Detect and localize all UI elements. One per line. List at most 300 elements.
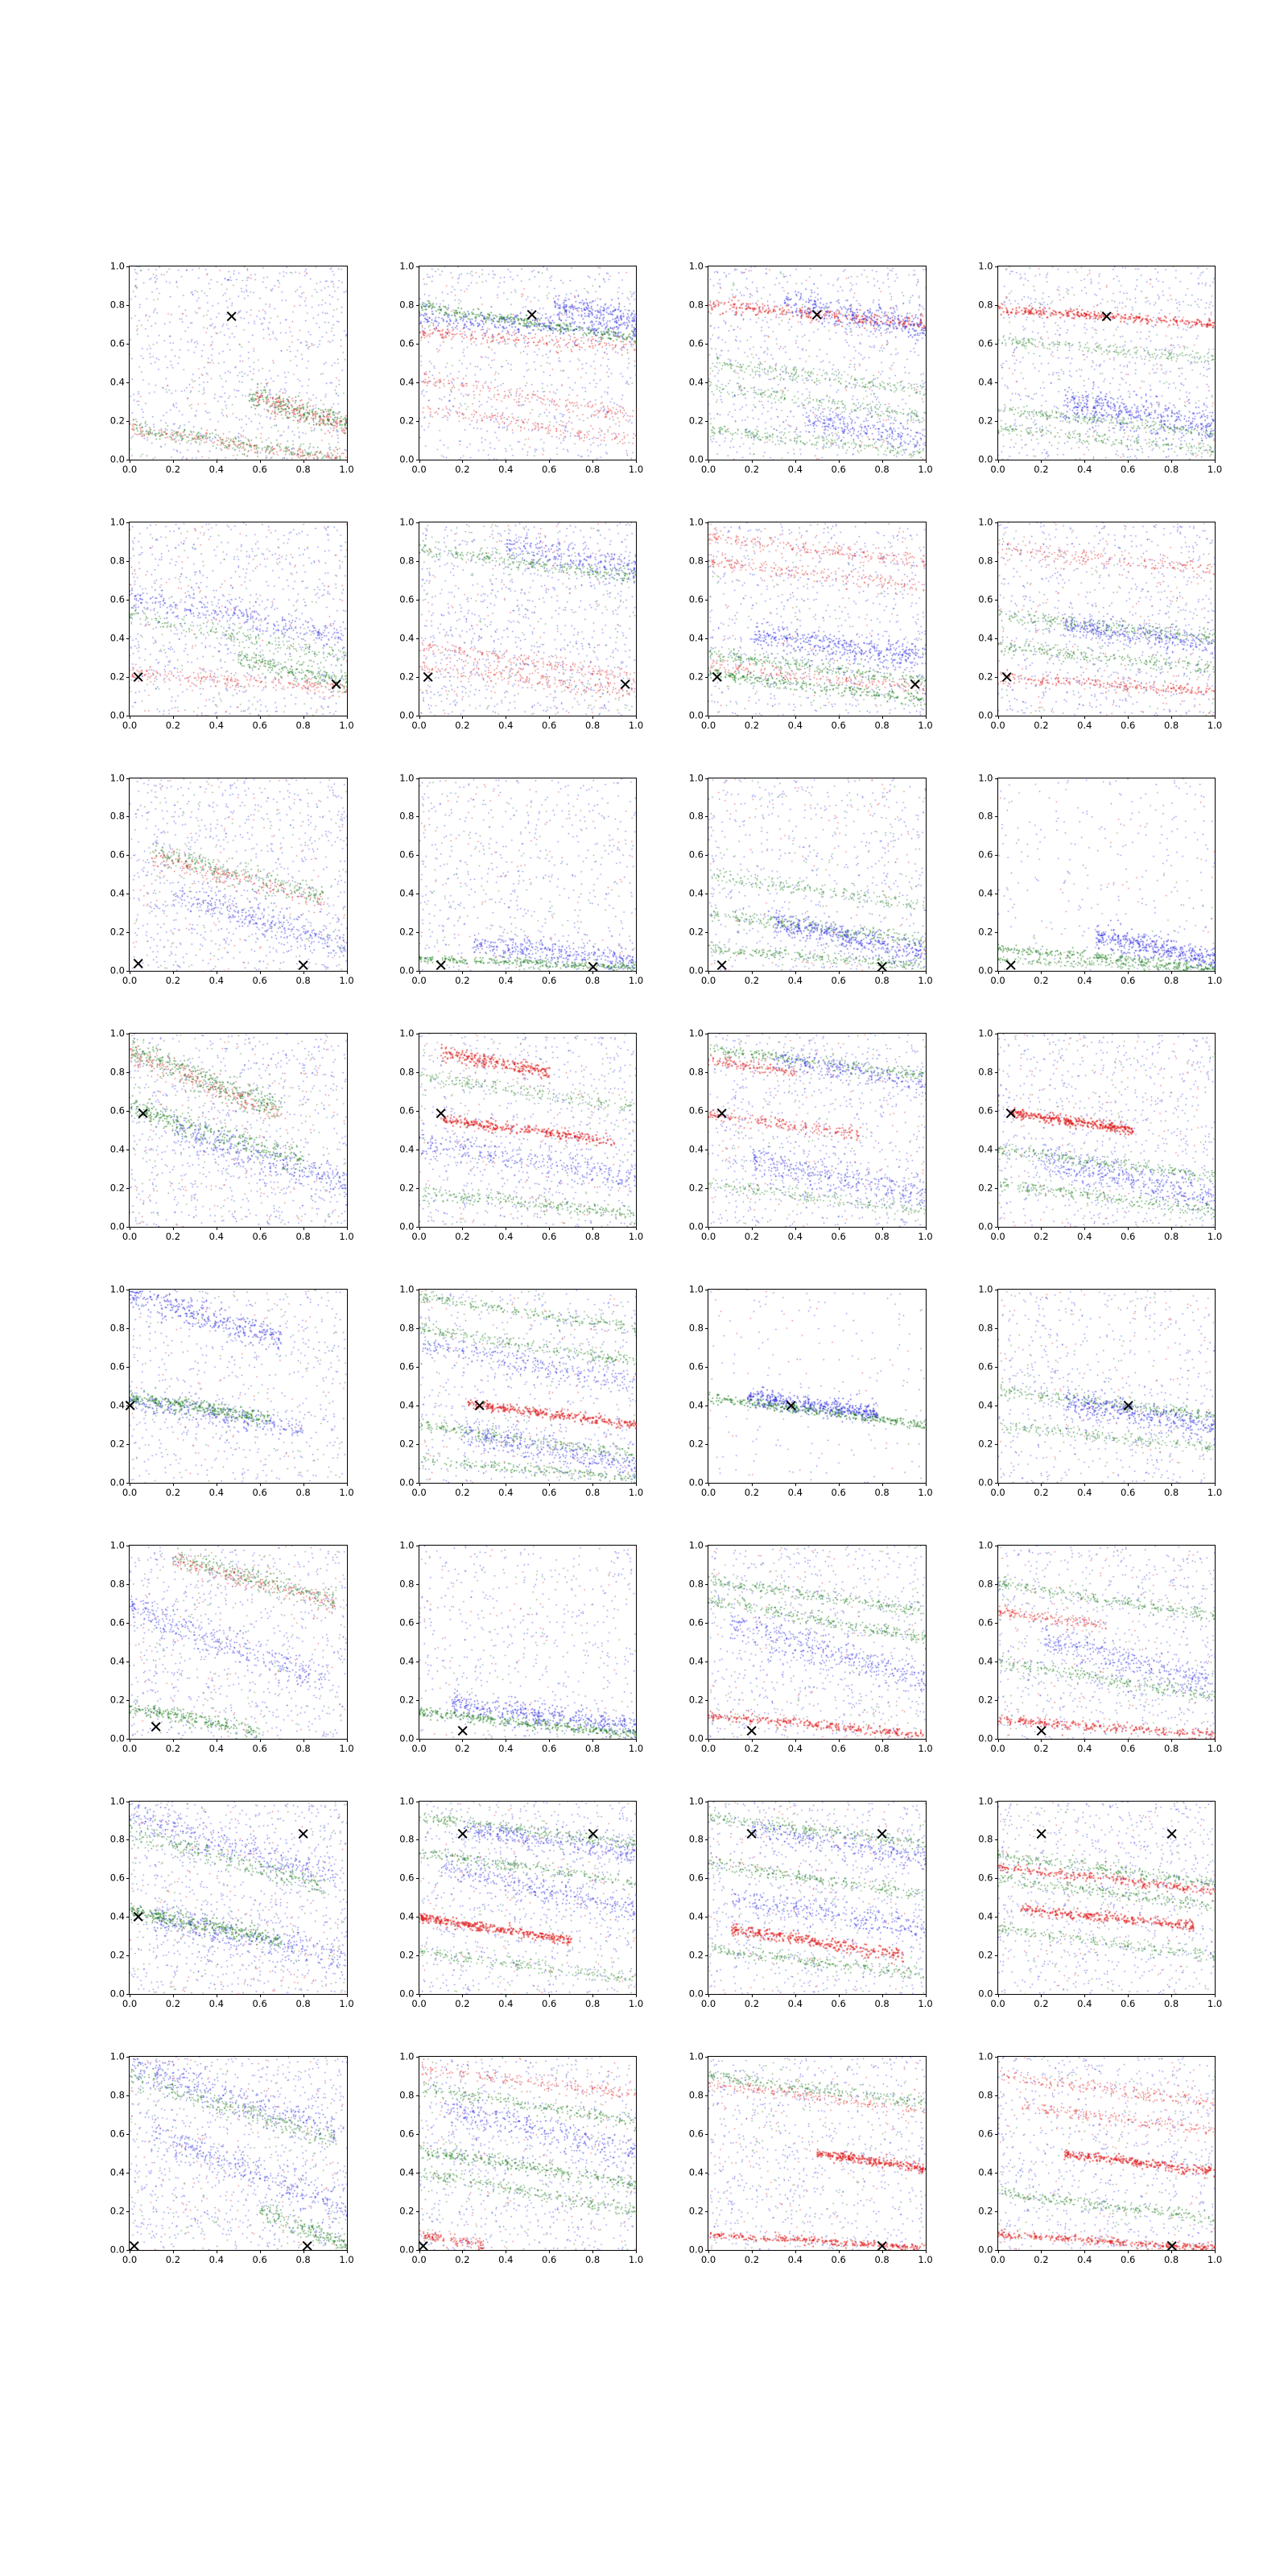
x-tick-label: 0.8 <box>584 1231 601 1242</box>
x-tick-mark <box>636 460 637 463</box>
x-tick-mark <box>592 716 593 719</box>
subplot-r2-c0 <box>97 771 354 1000</box>
x-tick-label: 0.4 <box>498 975 514 987</box>
subplot-r0-c2 <box>675 260 933 488</box>
x-tick-mark <box>592 1994 593 1997</box>
x-tick-mark <box>926 2250 927 2253</box>
y-tick-label: 0.6 <box>688 1360 704 1373</box>
y-tick-mark <box>995 638 998 639</box>
y-tick-mark <box>705 1623 708 1624</box>
x-tick-label: 0.6 <box>542 719 557 731</box>
x-tick-label: 0.0 <box>122 463 138 475</box>
x-tick-label: 0.6 <box>252 1486 267 1498</box>
y-tick-label: 0.4 <box>109 1910 125 1922</box>
x-tick-mark <box>1084 1227 1085 1230</box>
y-tick-label: 0.2 <box>399 415 415 427</box>
y-tick-mark <box>705 1188 708 1189</box>
x-tick-label: 0.4 <box>498 2254 514 2265</box>
x-tick-label: 0.2 <box>455 1486 470 1498</box>
y-tick-mark <box>416 677 419 678</box>
x-tick-mark <box>347 1739 348 1742</box>
x-tick-label: 0.6 <box>1121 1486 1136 1498</box>
scatter-canvas <box>998 2057 1216 2250</box>
x-tick-mark <box>752 716 753 719</box>
x-tick-mark <box>882 1483 883 1486</box>
scatter-canvas <box>130 1546 347 1739</box>
y-tick-mark <box>995 2134 998 2135</box>
y-tick-label: 0.0 <box>978 1732 993 1744</box>
x-tick-label: 1.0 <box>918 1231 933 1242</box>
x-tick-label: 0.6 <box>831 2254 846 2265</box>
x-tick-label: 0.6 <box>542 1998 557 2010</box>
x-tick-mark <box>708 1994 709 1997</box>
subplot-r1-c2 <box>675 516 933 744</box>
y-tick-mark <box>995 1878 998 1879</box>
y-tick-mark <box>705 2211 708 2212</box>
y-tick-label: 0.2 <box>399 670 415 682</box>
x-tick-label: 0.4 <box>787 1231 803 1242</box>
x-tick-mark <box>1128 1994 1129 1997</box>
scatter-canvas <box>130 1802 347 1995</box>
scatter-canvas <box>130 1034 347 1227</box>
x-tick-label: 0.0 <box>990 1231 1005 1242</box>
x-tick-mark <box>926 1739 927 1742</box>
x-tick-label: 0.0 <box>990 463 1005 475</box>
x-tick-mark <box>303 1994 304 1997</box>
y-tick-label: 0.6 <box>978 337 993 349</box>
x-tick-label: 1.0 <box>628 1998 644 2010</box>
x-tick-mark <box>549 1994 550 1997</box>
y-tick-mark <box>126 1878 130 1879</box>
y-tick-mark <box>705 1955 708 1956</box>
x-tick-label: 0.4 <box>208 2254 224 2265</box>
y-tick-mark <box>126 1839 130 1840</box>
x-tick-label: 0.0 <box>411 1231 427 1242</box>
y-tick-label: 0.8 <box>688 1322 704 1334</box>
y-tick-mark <box>126 1328 130 1329</box>
y-tick-label: 0.2 <box>109 1182 125 1194</box>
y-tick-label: 0.4 <box>109 631 125 643</box>
y-tick-mark <box>126 522 130 523</box>
y-tick-mark <box>995 561 998 562</box>
y-tick-label: 0.4 <box>109 887 125 899</box>
y-tick-mark <box>995 600 998 601</box>
x-tick-label: 1.0 <box>339 1742 354 1754</box>
y-tick-label: 0.2 <box>978 1182 993 1194</box>
x-tick-mark <box>998 2250 999 2253</box>
x-tick-mark <box>260 460 261 463</box>
x-tick-mark <box>839 971 840 974</box>
x-tick-mark <box>303 1483 304 1486</box>
y-tick-mark <box>416 1328 419 1329</box>
x-tick-mark <box>1215 1994 1216 1997</box>
x-tick-label: 0.8 <box>295 463 311 475</box>
x-tick-mark <box>839 460 840 463</box>
y-tick-mark <box>995 1955 998 1956</box>
x-tick-label: 0.6 <box>542 975 557 987</box>
y-tick-mark <box>126 2095 130 2096</box>
y-tick-label: 0.6 <box>688 1104 704 1117</box>
y-tick-mark <box>416 1072 419 1073</box>
x-tick-mark <box>419 1483 420 1486</box>
x-tick-label: 1.0 <box>628 1742 644 1754</box>
x-tick-mark <box>1041 2250 1042 2253</box>
y-tick-mark <box>995 2057 998 2058</box>
y-tick-label: 0.4 <box>109 376 125 388</box>
x-tick-label: 0.4 <box>1077 975 1092 987</box>
x-tick-mark <box>462 1227 463 1230</box>
x-tick-label: 0.4 <box>208 1742 224 1754</box>
x-tick-mark <box>1128 716 1129 719</box>
y-tick-label: 0.2 <box>978 670 993 682</box>
y-tick-label: 1.0 <box>978 1283 993 1295</box>
y-tick-label: 1.0 <box>399 1027 415 1039</box>
x-tick-mark <box>882 2250 883 2253</box>
x-tick-mark <box>592 971 593 974</box>
y-tick-label: 1.0 <box>978 516 993 527</box>
x-tick-mark <box>708 716 709 719</box>
x-tick-mark <box>303 2250 304 2253</box>
scatter-canvas <box>419 1546 637 1739</box>
x-tick-label: 0.2 <box>744 719 760 731</box>
subplot-r5-c0 <box>97 1539 354 1767</box>
x-tick-label: 0.2 <box>455 975 470 987</box>
x-tick-label: 1.0 <box>918 975 933 987</box>
y-tick-label: 1.0 <box>109 2050 125 2062</box>
y-tick-label: 0.6 <box>109 1616 125 1628</box>
y-tick-mark <box>126 305 130 306</box>
x-tick-label: 0.2 <box>1034 1998 1049 2010</box>
y-tick-label: 0.2 <box>978 2205 993 2217</box>
x-tick-label: 0.0 <box>411 975 427 987</box>
y-tick-mark <box>995 932 998 933</box>
x-tick-label: 0.6 <box>252 975 267 987</box>
subplot-r0-c1 <box>386 260 644 488</box>
x-tick-mark <box>173 716 174 719</box>
y-tick-mark <box>995 1584 998 1585</box>
y-tick-mark <box>126 677 130 678</box>
y-tick-mark <box>126 816 130 817</box>
y-tick-mark <box>705 1444 708 1445</box>
x-tick-label: 0.6 <box>831 1486 846 1498</box>
y-tick-label: 0.8 <box>109 299 125 311</box>
x-tick-mark <box>998 460 999 463</box>
y-tick-label: 1.0 <box>399 1794 415 1806</box>
x-tick-label: 1.0 <box>339 975 354 987</box>
x-tick-mark <box>173 1483 174 1486</box>
x-tick-label: 0.0 <box>990 2254 1005 2265</box>
y-tick-label: 0.2 <box>109 926 125 938</box>
y-tick-label: 0.8 <box>109 2089 125 2101</box>
scatter-canvas <box>708 778 926 972</box>
x-tick-label: 1.0 <box>628 1231 644 1242</box>
y-tick-label: 0.2 <box>688 1438 704 1450</box>
subplot-r7-c0 <box>97 2050 354 2278</box>
x-tick-label: 0.0 <box>411 719 427 731</box>
x-tick-label: 0.6 <box>1121 1998 1136 2010</box>
x-tick-mark <box>1215 1739 1216 1742</box>
y-tick-mark <box>126 600 130 601</box>
y-tick-label: 0.8 <box>978 2089 993 2101</box>
x-tick-label: 0.4 <box>1077 1231 1092 1242</box>
y-tick-label: 0.0 <box>109 453 125 464</box>
y-tick-mark <box>126 2173 130 2174</box>
x-tick-label: 0.6 <box>1121 975 1136 987</box>
y-tick-label: 0.4 <box>978 1910 993 1922</box>
y-tick-mark <box>705 1328 708 1329</box>
x-tick-label: 0.4 <box>498 463 514 475</box>
x-tick-label: 1.0 <box>628 719 644 731</box>
x-tick-label: 1.0 <box>1207 1742 1223 1754</box>
y-tick-label: 1.0 <box>109 1027 125 1039</box>
plot-area <box>688 771 933 987</box>
y-tick-label: 0.2 <box>109 415 125 427</box>
y-tick-mark <box>416 638 419 639</box>
y-tick-label: 1.0 <box>688 1283 704 1295</box>
x-tick-mark <box>708 2250 709 2253</box>
y-tick-mark <box>995 1367 998 1368</box>
x-tick-label: 0.6 <box>831 719 846 731</box>
y-tick-label: 0.4 <box>978 1654 993 1666</box>
x-tick-label: 0.0 <box>990 975 1005 987</box>
scatter-canvas <box>998 1802 1216 1995</box>
x-tick-label: 0.8 <box>1163 1231 1179 1242</box>
y-tick-label: 0.6 <box>399 1616 415 1628</box>
scatter-canvas <box>708 1034 926 1227</box>
x-tick-mark <box>926 1483 927 1486</box>
x-tick-label: 0.4 <box>498 1231 514 1242</box>
x-tick-label: 0.8 <box>874 1486 890 1498</box>
x-tick-mark <box>1041 1227 1042 1230</box>
scatter-canvas <box>130 522 347 716</box>
x-tick-label: 0.4 <box>208 1486 224 1498</box>
x-tick-mark <box>260 1227 261 1230</box>
y-tick-label: 0.6 <box>978 848 993 861</box>
subplot-r1-c3 <box>965 516 1223 744</box>
x-tick-label: 1.0 <box>918 1998 933 2010</box>
x-tick-mark <box>998 1739 999 1742</box>
x-tick-label: 0.6 <box>252 1998 267 2010</box>
x-tick-mark <box>592 1739 593 1742</box>
x-tick-label: 1.0 <box>918 719 933 731</box>
x-tick-mark <box>303 716 304 719</box>
x-tick-mark <box>1128 460 1129 463</box>
x-tick-mark <box>882 1994 883 1997</box>
x-tick-mark <box>636 716 637 719</box>
y-tick-label: 0.8 <box>688 299 704 311</box>
plot-area <box>978 260 1223 475</box>
x-tick-label: 0.4 <box>208 719 224 731</box>
x-tick-mark <box>1128 971 1129 974</box>
y-tick-label: 0.6 <box>399 1872 415 1884</box>
x-tick-label: 0.6 <box>542 1231 557 1242</box>
y-tick-mark <box>416 305 419 306</box>
y-tick-label: 1.0 <box>688 2050 704 2062</box>
x-tick-mark <box>549 716 550 719</box>
y-tick-label: 1.0 <box>978 260 993 272</box>
y-tick-label: 0.4 <box>978 376 993 388</box>
y-tick-mark <box>995 1111 998 1112</box>
x-tick-mark <box>173 1994 174 1997</box>
y-tick-label: 0.8 <box>688 1577 704 1589</box>
x-tick-mark <box>592 460 593 463</box>
x-tick-label: 0.6 <box>542 463 557 475</box>
x-tick-label: 0.4 <box>1077 1998 1092 2010</box>
x-tick-label: 0.8 <box>295 1231 311 1242</box>
x-tick-mark <box>1171 1483 1172 1486</box>
y-tick-label: 0.4 <box>109 1143 125 1155</box>
y-tick-label: 0.8 <box>978 1833 993 1845</box>
y-tick-label: 0.0 <box>688 1988 704 2000</box>
x-tick-label: 0.6 <box>252 1231 267 1242</box>
x-tick-mark <box>260 716 261 719</box>
x-tick-mark <box>636 1227 637 1230</box>
x-tick-label: 1.0 <box>339 719 354 731</box>
x-tick-label: 0.6 <box>1121 719 1136 731</box>
y-tick-label: 0.8 <box>688 554 704 566</box>
x-tick-mark <box>1128 1227 1129 1230</box>
y-tick-label: 0.4 <box>399 1654 415 1666</box>
x-tick-label: 0.6 <box>252 463 267 475</box>
x-tick-mark <box>1171 1739 1172 1742</box>
y-tick-label: 0.2 <box>399 1693 415 1705</box>
y-tick-mark <box>705 2173 708 2174</box>
y-tick-label: 0.6 <box>978 1616 993 1628</box>
x-tick-mark <box>462 716 463 719</box>
y-tick-mark <box>705 932 708 933</box>
x-tick-label: 0.4 <box>498 1742 514 1754</box>
x-tick-label: 0.0 <box>122 719 138 731</box>
y-tick-label: 0.8 <box>399 1833 415 1845</box>
y-tick-label: 0.0 <box>399 453 415 464</box>
scatter-canvas <box>130 2057 347 2250</box>
x-tick-mark <box>926 1994 927 1997</box>
x-tick-label: 0.8 <box>874 1231 890 1242</box>
y-tick-label: 0.6 <box>978 2128 993 2140</box>
y-tick-mark <box>126 1367 130 1368</box>
x-tick-mark <box>592 1227 593 1230</box>
y-tick-label: 0.8 <box>399 810 415 822</box>
x-tick-mark <box>636 1483 637 1486</box>
y-tick-mark <box>995 421 998 422</box>
x-tick-label: 0.8 <box>874 1998 890 2010</box>
y-tick-label: 1.0 <box>978 1539 993 1550</box>
x-tick-label: 0.0 <box>700 1486 716 1498</box>
y-tick-mark <box>705 1111 708 1112</box>
scatter-canvas <box>419 1034 637 1227</box>
x-tick-mark <box>1171 716 1172 719</box>
x-tick-mark <box>752 460 753 463</box>
y-tick-label: 0.2 <box>399 1182 415 1194</box>
y-tick-label: 0.6 <box>978 1872 993 1884</box>
x-tick-label: 0.2 <box>744 1486 760 1498</box>
y-tick-label: 0.0 <box>978 964 993 976</box>
y-tick-label: 0.4 <box>688 1910 704 1922</box>
y-tick-label: 1.0 <box>688 771 704 783</box>
x-tick-label: 1.0 <box>918 1742 933 1754</box>
y-tick-label: 0.4 <box>399 631 415 643</box>
y-tick-mark <box>126 2211 130 2212</box>
x-tick-label: 1.0 <box>628 975 644 987</box>
x-tick-label: 0.8 <box>295 975 311 987</box>
plot-area <box>109 1539 354 1754</box>
y-tick-label: 0.4 <box>978 631 993 643</box>
x-tick-mark <box>303 1739 304 1742</box>
plot-area <box>688 1283 933 1498</box>
x-tick-label: 0.4 <box>787 1998 803 2010</box>
y-tick-label: 0.8 <box>399 1577 415 1589</box>
scatter-canvas <box>419 1290 637 1483</box>
x-tick-label: 0.8 <box>874 975 890 987</box>
y-tick-label: 0.8 <box>109 1066 125 1078</box>
y-tick-label: 0.8 <box>109 1833 125 1845</box>
y-tick-label: 1.0 <box>109 1794 125 1806</box>
y-tick-label: 0.8 <box>399 2089 415 2101</box>
y-tick-label: 0.0 <box>688 1732 704 1744</box>
plot-area <box>109 1794 354 2010</box>
y-tick-label: 0.6 <box>978 592 993 605</box>
x-tick-label: 0.6 <box>252 1742 267 1754</box>
y-tick-mark <box>416 2134 419 2135</box>
y-tick-mark <box>416 2057 419 2058</box>
y-tick-mark <box>416 421 419 422</box>
scatter-canvas <box>708 522 926 716</box>
scatter-canvas <box>708 266 926 460</box>
x-tick-label: 0.0 <box>700 1742 716 1754</box>
y-tick-mark <box>126 382 130 383</box>
x-tick-mark <box>708 1739 709 1742</box>
plot-area <box>978 771 1223 987</box>
y-tick-label: 1.0 <box>688 1794 704 1806</box>
y-tick-label: 0.8 <box>978 299 993 311</box>
y-tick-label: 0.6 <box>399 1104 415 1117</box>
x-tick-label: 0.0 <box>700 2254 716 2265</box>
y-tick-label: 0.6 <box>688 337 704 349</box>
x-tick-label: 0.0 <box>990 1998 1005 2010</box>
x-tick-label: 0.0 <box>122 2254 138 2265</box>
x-tick-mark <box>882 460 883 463</box>
x-tick-label: 0.4 <box>1077 463 1092 475</box>
x-tick-mark <box>839 1994 840 1997</box>
x-tick-label: 0.0 <box>122 975 138 987</box>
y-tick-label: 0.8 <box>399 1066 415 1078</box>
x-tick-mark <box>1215 1483 1216 1486</box>
y-tick-mark <box>416 816 419 817</box>
x-tick-label: 0.2 <box>1034 1742 1049 1754</box>
y-tick-mark <box>416 1584 419 1585</box>
scatter-canvas <box>708 2057 926 2250</box>
plot-area <box>109 2050 354 2265</box>
plot-area <box>109 260 354 475</box>
x-tick-label: 1.0 <box>1207 1231 1223 1242</box>
x-tick-label: 0.2 <box>165 1742 181 1754</box>
subplot-grid <box>97 260 1223 2278</box>
y-tick-label: 0.2 <box>978 415 993 427</box>
x-tick-mark <box>462 971 463 974</box>
x-tick-label: 0.8 <box>1163 2254 1179 2265</box>
x-tick-label: 0.2 <box>165 719 181 731</box>
x-tick-label: 0.6 <box>1121 2254 1136 2265</box>
x-tick-mark <box>839 716 840 719</box>
y-tick-mark <box>416 855 419 856</box>
subplot-r2-c1 <box>386 771 644 1000</box>
x-tick-mark <box>592 1483 593 1486</box>
y-tick-label: 0.2 <box>978 1693 993 1705</box>
y-tick-mark <box>705 1072 708 1073</box>
x-tick-label: 0.2 <box>165 2254 181 2265</box>
x-tick-label: 0.2 <box>455 1998 470 2010</box>
y-tick-label: 1.0 <box>688 260 704 272</box>
